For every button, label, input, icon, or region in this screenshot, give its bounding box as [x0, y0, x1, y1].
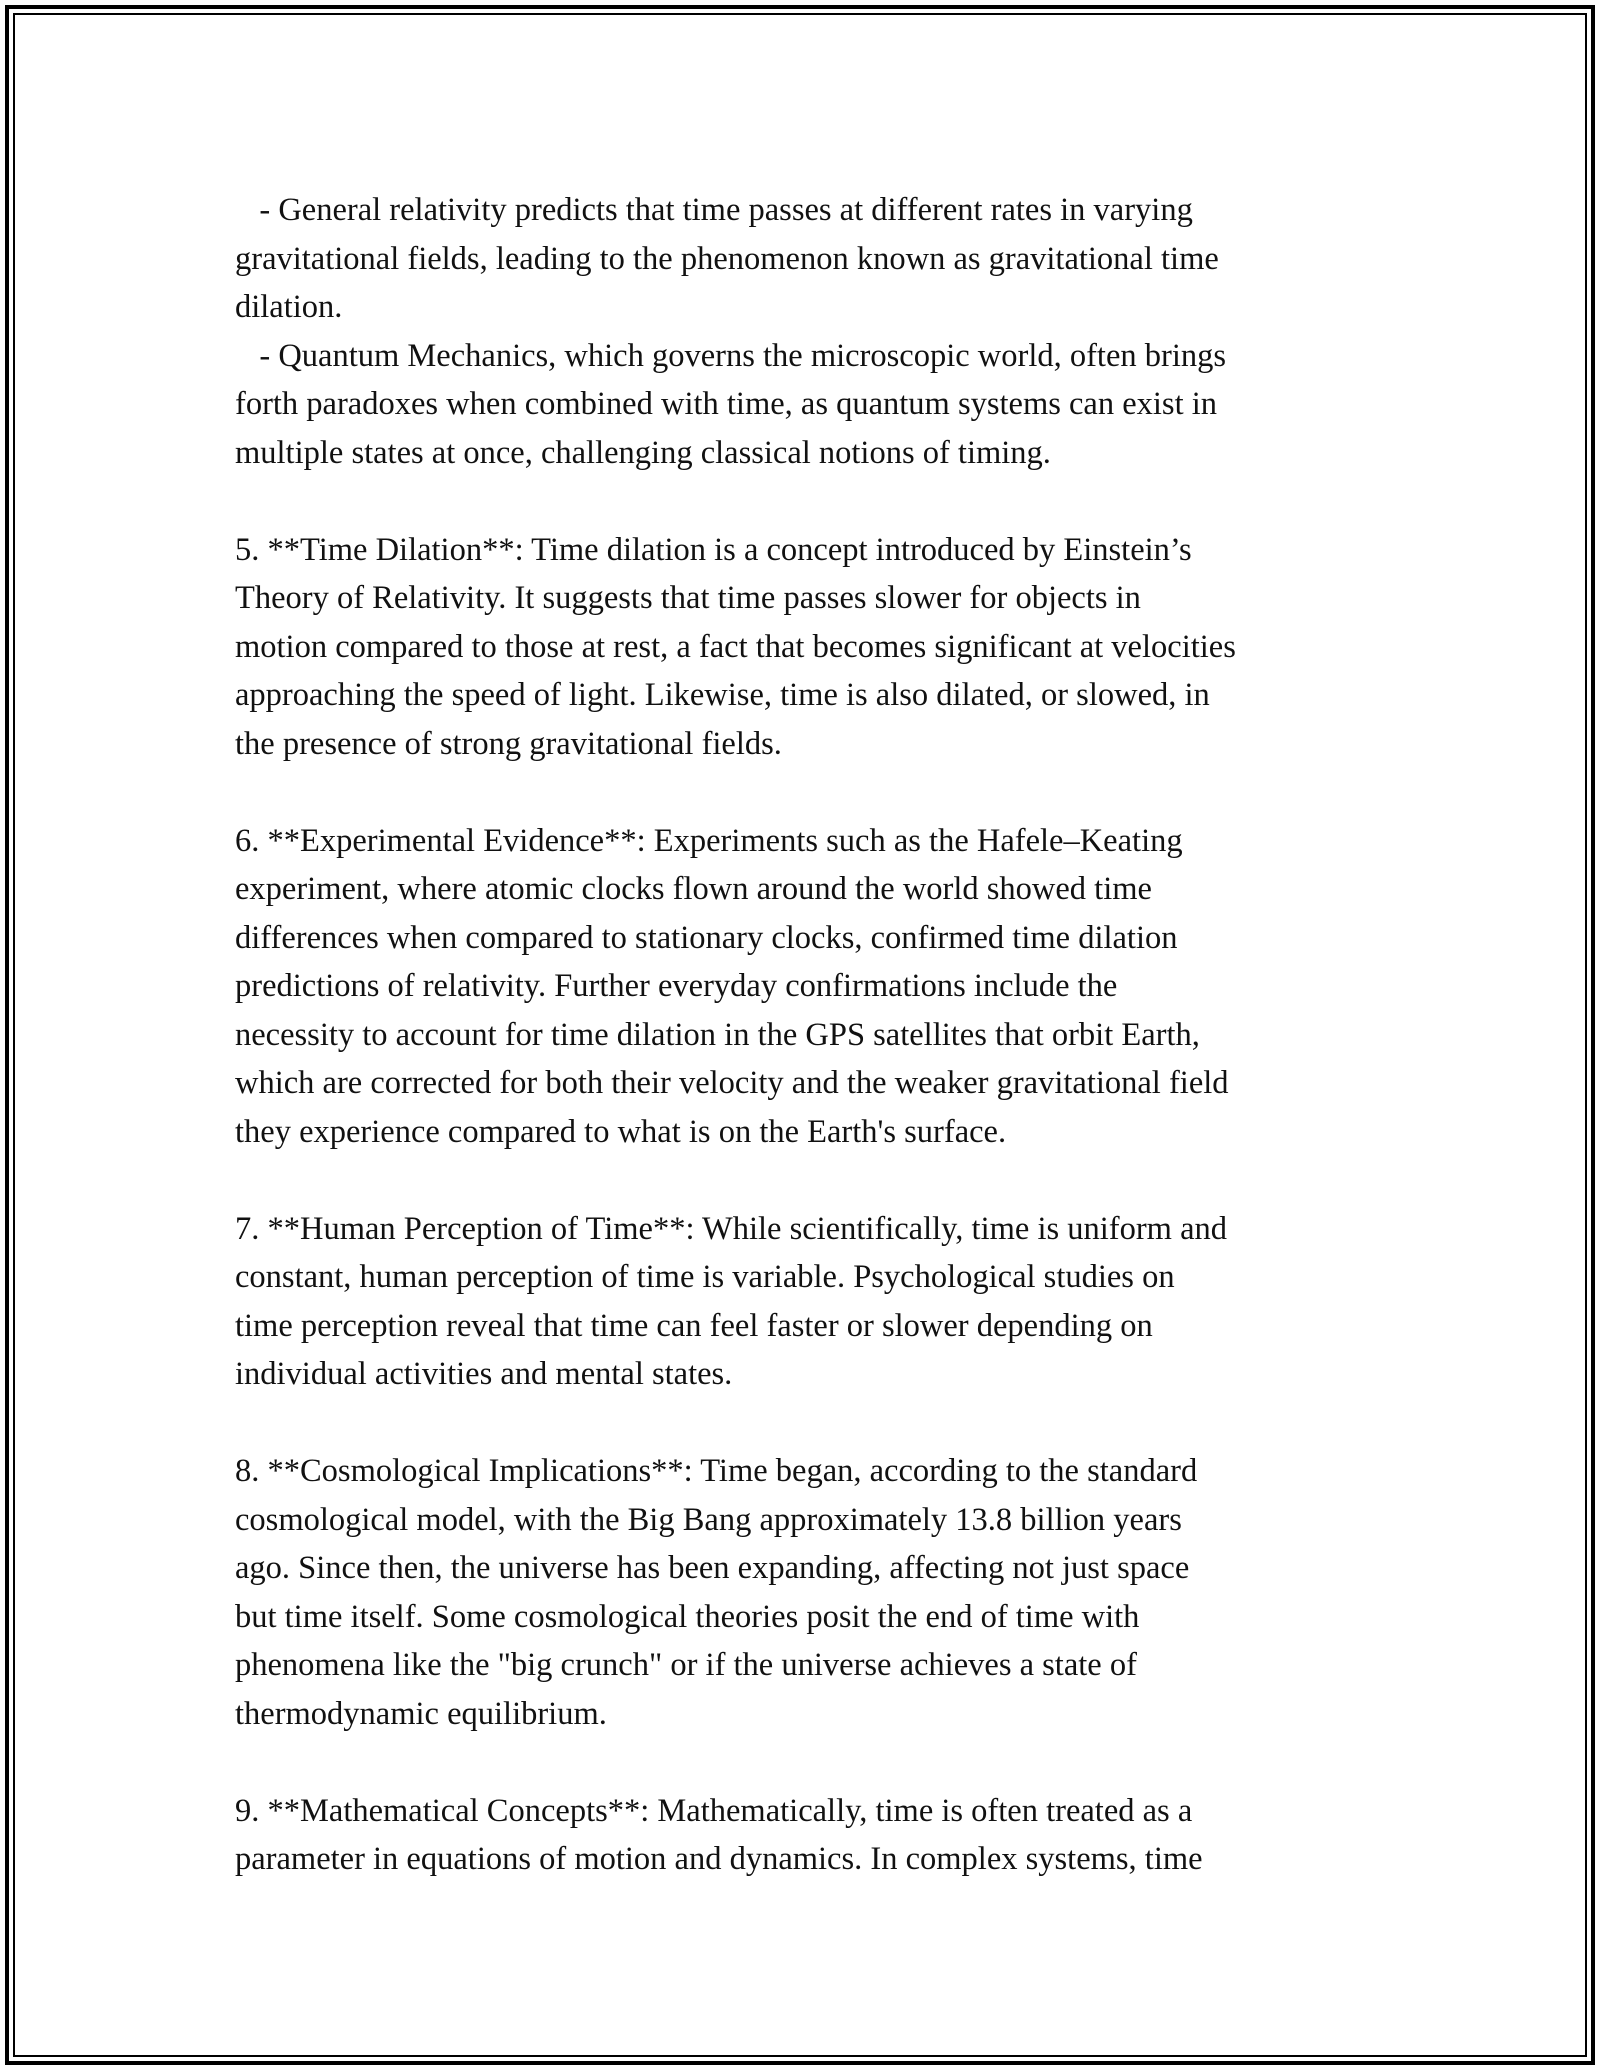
text-line: 6. **Experimental Evidence**: Experiments such as the Hafele–Keating	[235, 822, 1183, 859]
text-line: they experience compared to what is on the Earth's surface.	[235, 1113, 1007, 1150]
text-line: 5. **Time Dilation**: Time dilation is a concept introduced by Einstein’s	[235, 531, 1192, 568]
text-line: 7. **Human Perception of Time**: While scientifically, time is uniform and	[235, 1210, 1227, 1247]
text-line: 9. **Mathematical Concepts**: Mathematically, time is often treated as a	[235, 1792, 1193, 1829]
text-line: constant, human perception of time is variable. Psychological studies on	[235, 1259, 1175, 1295]
text-line: parameter in equations of motion and dynamics. In complex systems, time	[235, 1841, 1203, 1877]
text-line: - Quantum Mechanics, which governs the microscopic world, often brings	[235, 337, 1227, 374]
text-line: Theory of Relativity. It suggests that time passes slower for objects in	[235, 580, 1141, 616]
paragraph-gap	[235, 477, 1395, 526]
document-body	[235, 186, 1395, 1884]
text-line: motion compared to those at rest, a fact that becomes significant at velocities	[235, 628, 1236, 665]
text-line: 8. **Cosmological Implications**: Time began, according to the standard	[235, 1453, 1198, 1489]
text-line: dilation.	[235, 289, 343, 325]
text-line: individual activities and mental states.	[235, 1356, 733, 1392]
paragraph-gap	[235, 1738, 1395, 1787]
text-line: predictions of relativity. Further everyday confirmations include the	[235, 968, 1118, 1004]
text-line: forth paradoxes when combined with time, as quantum systems can exist in	[235, 386, 1218, 422]
text-line: the presence of strong gravitational fields.	[235, 725, 782, 762]
text-line: - General relativity predicts that time passes at different rates in varying	[235, 192, 1193, 228]
text-line: ago. Since then, the universe has been expanding, affecting not just space	[235, 1550, 1190, 1586]
paragraph-gap	[235, 768, 1395, 817]
text-line: phenomena like the "big crunch" or if the universe achieves a state of	[235, 1647, 1137, 1683]
text-line: time perception reveal that time can feel faster or slower depending on	[235, 1307, 1153, 1344]
text-line: thermodynamic equilibrium.	[235, 1695, 607, 1732]
text-line: necessity to account for time dilation in the GPS satellites that orbit Earth,	[235, 1016, 1200, 1053]
text-line: experiment, where atomic clocks flown around the world showed time	[235, 871, 1152, 907]
text-line: differences when compared to stationary clocks, confirmed time dilation	[235, 919, 1178, 956]
paragraph-gap	[235, 1399, 1395, 1448]
text-line: approaching the speed of light. Likewise, time is also dilated, or slowed, in	[235, 677, 1210, 713]
text-line: but time itself. Some cosmological theories posit the end of time with	[235, 1598, 1140, 1635]
text-line: multiple states at once, challenging classical notions of timing.	[235, 434, 1051, 471]
text-line: gravitational fields, leading to the phenomenon known as gravitational time	[235, 240, 1219, 277]
paragraph-gap	[235, 1156, 1395, 1205]
text-line: cosmological model, with the Big Bang approximately 13.8 billion years	[235, 1501, 1182, 1538]
text-line: which are corrected for both their velocity and the weaker gravitational field	[235, 1065, 1229, 1101]
